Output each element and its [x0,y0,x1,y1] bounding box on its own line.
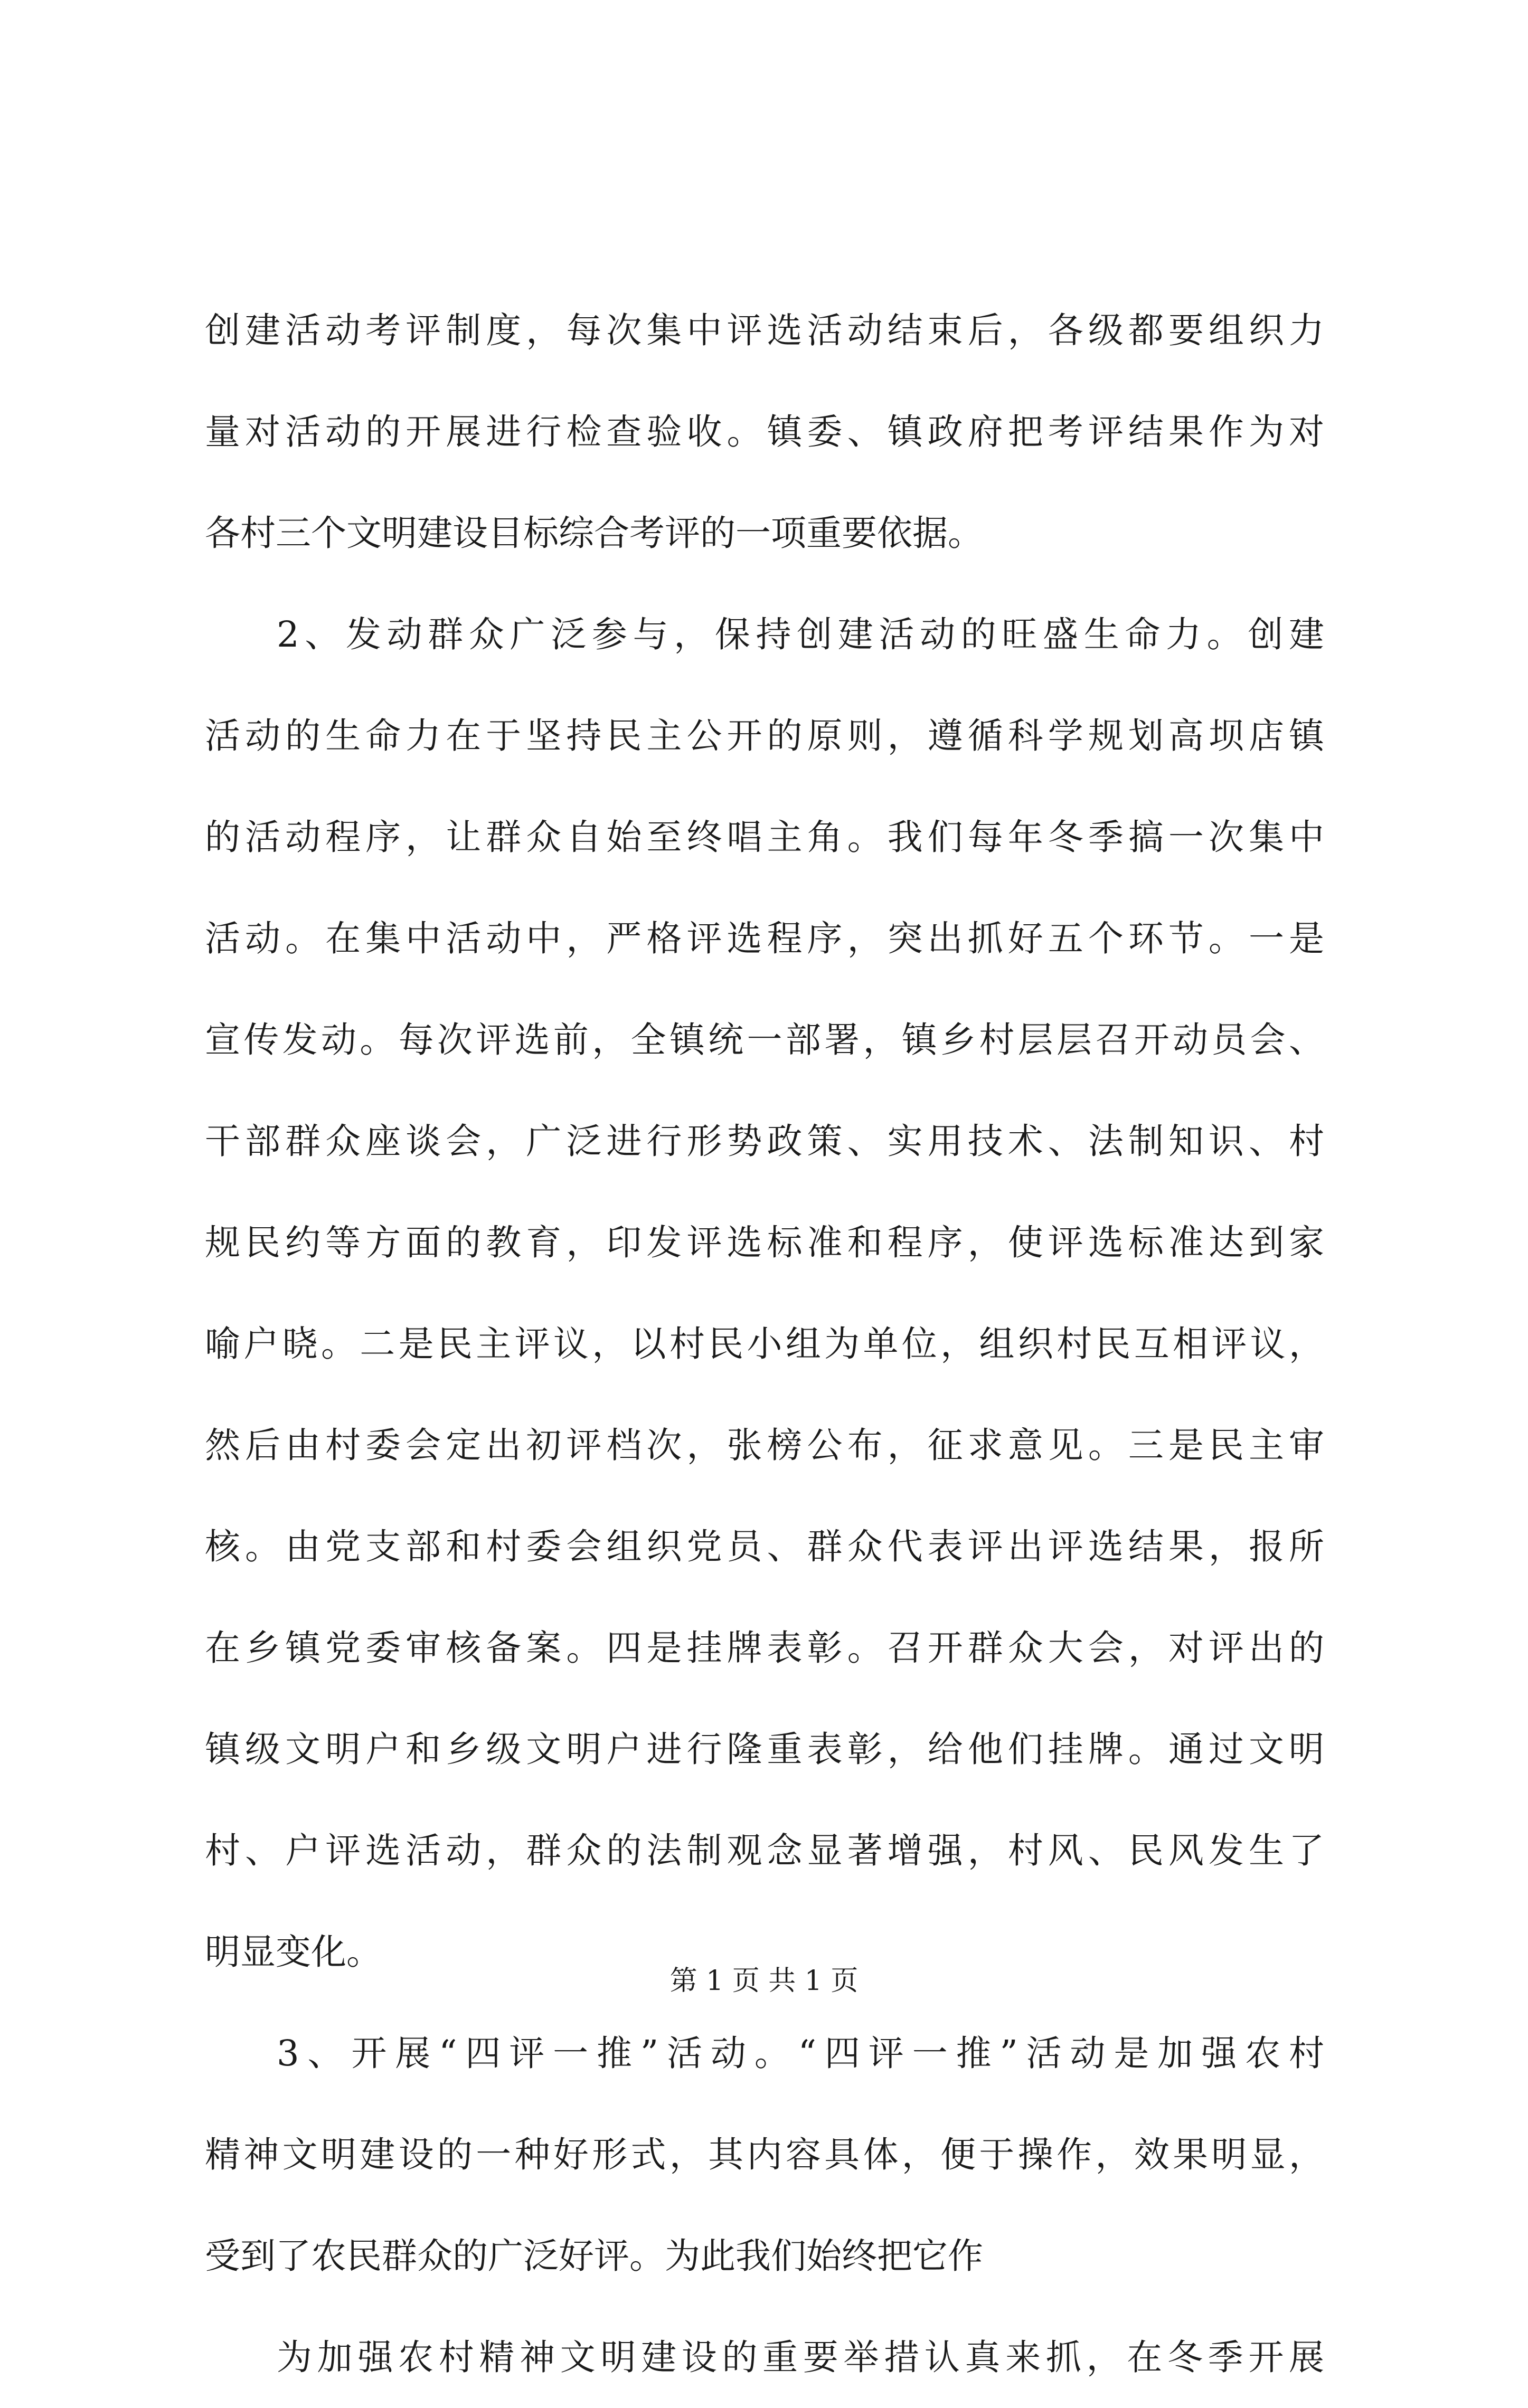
document-body [205,280,1324,2408]
text-line: 创建活动考评制度，每次集中评选活动结束后，各级都要组织力 [205,310,1324,351]
text-line: 活动。在集中活动中，严格评选程序，突出抓好五个环节。一是 [205,918,1324,959]
text-line: 活动的生命力在于坚持民主公开的原则，遵循科学规划高坝店镇 [205,715,1324,756]
text-line: 2、发动群众广泛参与，保持创建活动的旺盛生命力。创建 [277,614,1324,655]
text-line: 精神文明建设的一种好形式，其内容具体，便于操作，效果明显， [205,2134,1324,2175]
text-line: 核。由党支部和村委会组织党员、群众代表评出评选结果，报所 [205,1526,1324,1567]
page-number-footer: 第 1 页 共 1 页 [669,1965,859,1997]
text-line: 受到了农民群众的广泛好评。为此我们始终把它作 [205,2235,983,2277]
text-line: 宣传发动。每次评选前，全镇统一部署，镇乡村层层召开动员会、 [205,1019,1324,1060]
text-line: 量对活动的开展进行检查验收。镇委、镇政府把考评结果作为对 [205,411,1324,452]
text-line: 的活动程序，让群众自始至终唱主角。我们每年冬季搞一次集中 [205,817,1324,858]
text-line: 村、户评选活动，群众的法制观念显著增强，村风、民风发生了 [205,1830,1324,1871]
text-line: 然后由村委会定出初评档次，张榜公布，征求意见。三是民主审 [205,1425,1324,1466]
text-line: 明显变化。 [205,1931,382,1973]
text-line: 各村三个文明建设目标综合考评的一项重要依据。 [205,513,983,554]
text-line: 镇级文明户和乡级文明户进行隆重表彰，给他们挂牌。通过文明 [205,1729,1324,1770]
text-line: 在乡镇党委审核备案。四是挂牌表彰。召开群众大会，对评出的 [205,1627,1324,1668]
text-line: 喻户晓。二是民主评议，以村民小组为单位，组织村民互相评议， [205,1323,1324,1364]
text-line: 干部群众座谈会，广泛进行形势政策、实用技术、法制知识、村 [205,1121,1324,1162]
text-line: 规民约等方面的教育，印发评选标准和程序，使评选标准达到家 [205,1222,1324,1263]
text-line: 为加强农村精神文明建设的重要举措认真来抓，在冬季开展 [277,2337,1324,2378]
text-line: 3、开展“四评一推”活动。“四评一推”活动是加强农村 [277,2033,1324,2074]
